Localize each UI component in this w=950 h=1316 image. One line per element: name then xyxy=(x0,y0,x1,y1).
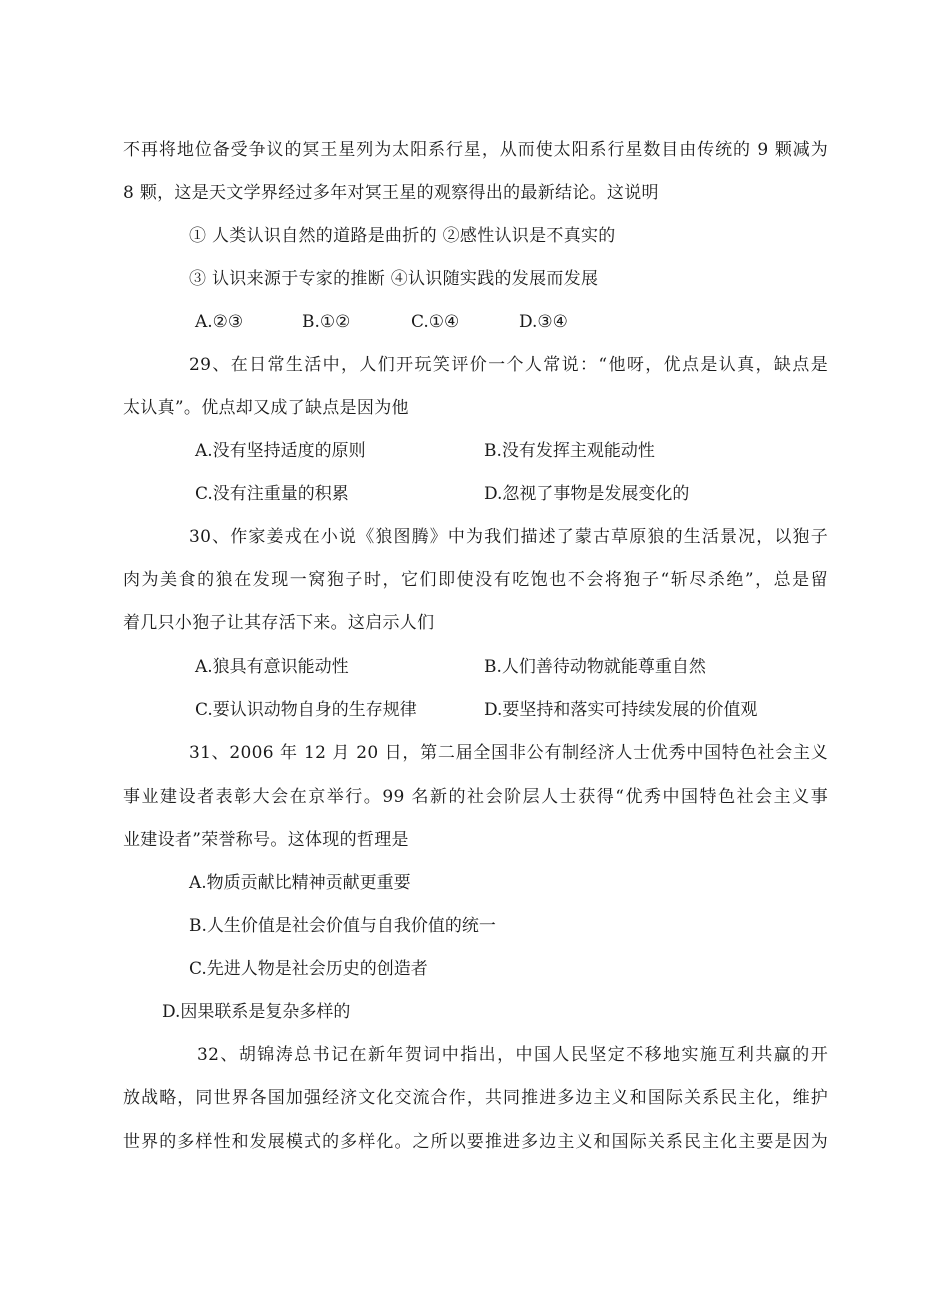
q28-stem-line-2: 8 颗，这是天文学界经过多年对冥王星的观察得出的最新结论。这说明 xyxy=(123,183,659,203)
q29-option-c[interactable]: C.没有注重量的积累 xyxy=(195,484,349,504)
q30-option-a[interactable]: A.狼具有意识能动性 xyxy=(195,657,349,677)
q28-item-line-2: ③ 认识来源于专家的推断 ④认识随实践的发展而发展 xyxy=(189,269,599,289)
q31-stem-line-3: 业建设者”荣誉称号。这体现的哲理是 xyxy=(123,830,409,850)
q30-option-b[interactable]: B.人们善待动物就能尊重自然 xyxy=(484,657,706,677)
q32-stem-line-2: 放战略，同世界各国加强经济文化交流合作，共同推进多边主义和国际关系民主化，维护 xyxy=(123,1088,828,1108)
q32-stem-line-3: 世界的多样性和发展模式的多样化。之所以要推进多边主义和国际关系民主化主要是因为 xyxy=(123,1132,828,1152)
q29-stem-line-1: 29、在日常生活中，人们开玩笑评价一个人常说：“他呀，优点是认真，缺点是 xyxy=(189,355,828,375)
q28-item-line-1: ① 人类认识自然的道路是曲折的 ②感性认识是不真实的 xyxy=(189,226,616,246)
q28-option-a[interactable]: A.②③ xyxy=(195,312,244,332)
q30-option-c[interactable]: C.要认识动物自身的生存规律 xyxy=(195,700,417,720)
q31-option-d[interactable]: D.因果联系是复杂多样的 xyxy=(162,1002,351,1022)
q31-stem-line-2: 事业建设者表彰大会在京举行。99 名新的社会阶层人士获得“优秀中国特色社会主义事 xyxy=(123,787,828,807)
q30-option-d[interactable]: D.要坚持和落实可持续发展的价值观 xyxy=(484,700,758,720)
q29-option-b[interactable]: B.没有发挥主观能动性 xyxy=(484,441,655,461)
q28-option-c[interactable]: C.①④ xyxy=(411,312,460,332)
q29-stem-line-2: 太认真”。优点却又成了缺点是因为他 xyxy=(123,398,409,418)
q29-option-a[interactable]: A.没有坚持适度的原则 xyxy=(195,441,366,461)
q31-option-c[interactable]: C.先进人物是社会历史的创造者 xyxy=(189,959,428,979)
q32-stem-line-1: 32、胡锦涛总书记在新年贺词中指出，中国人民坚定不移地实施互利共赢的开 xyxy=(197,1045,828,1065)
q31-stem-line-1: 31、2006 年 12 月 20 日，第二届全国非公有制经济人士优秀中国特色社会主义 xyxy=(189,743,828,763)
q30-stem-line-1: 30、作家姜戎在小说《狼图腾》中为我们描述了蒙古草原狼的生活景况，以狍子 xyxy=(189,527,828,547)
q28-option-b[interactable]: B.①② xyxy=(302,312,351,332)
q29-option-d[interactable]: D.忽视了事物是发展变化的 xyxy=(484,484,690,504)
q31-option-b[interactable]: B.人生价值是社会价值与自我价值的统一 xyxy=(189,916,496,936)
q30-stem-line-2: 肉为美食的狼在发现一窝狍子时，它们即使没有吃饱也不会将狍子“斩尽杀绝”，总是留 xyxy=(123,570,828,590)
q28-stem-line-1: 不再将地位备受争议的冥王星列为太阳系行星，从而使太阳系行星数目由传统的 9 颗减为 xyxy=(123,140,828,160)
q31-option-a[interactable]: A.物质贡献比精神贡献更重要 xyxy=(189,873,411,893)
q28-option-d[interactable]: D.③④ xyxy=(519,312,568,332)
q30-stem-line-3: 着几只小狍子让其存活下来。这启示人们 xyxy=(123,613,435,633)
